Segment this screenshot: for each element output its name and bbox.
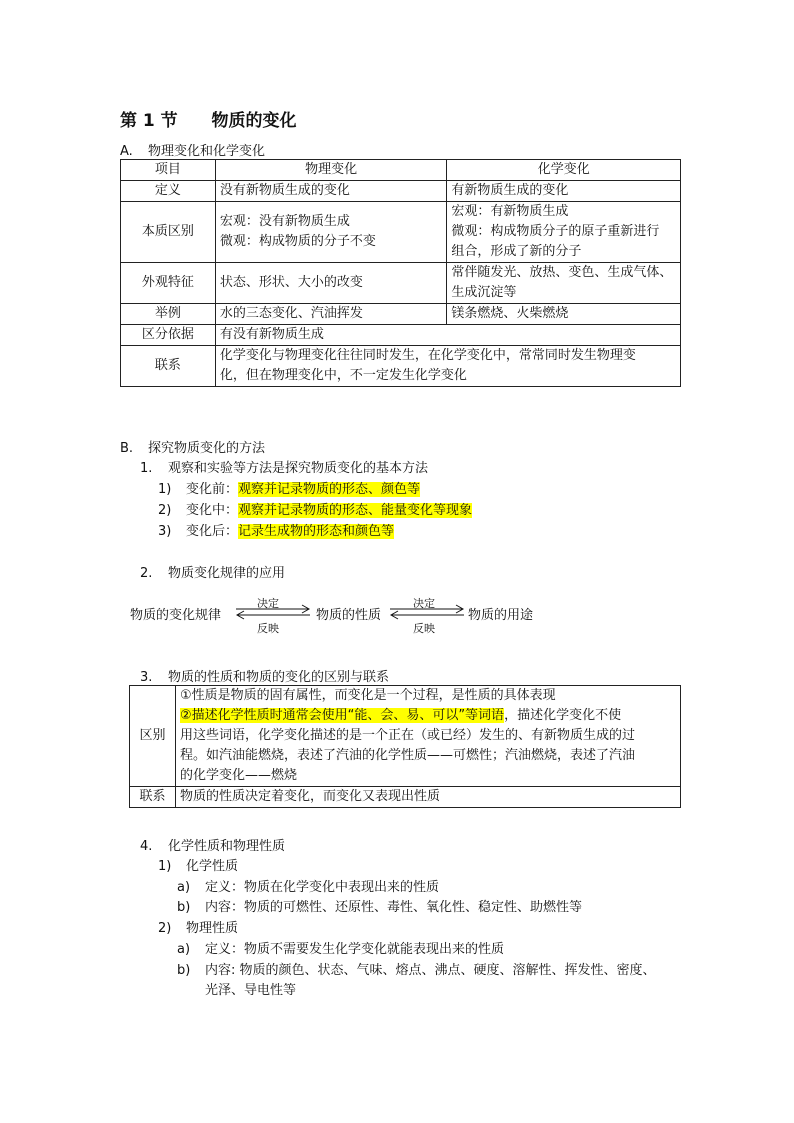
- diagram-node-properties: 物质的性质: [316, 608, 382, 623]
- arrow-label-reflects: 反映: [257, 622, 279, 635]
- point-text: 化学性质和物理性质: [168, 839, 286, 854]
- table-row: [121, 263, 681, 304]
- table-row: [121, 346, 681, 387]
- property-change-table: [129, 685, 681, 808]
- table-header: 项目: [121, 160, 216, 181]
- row-item: 联系: [121, 346, 216, 387]
- item-title: 物理性质: [186, 921, 239, 936]
- point-4: [140, 835, 285, 854]
- item-prefix: 变化中：: [186, 503, 239, 518]
- diagram-node-laws: 物质的变化规律: [130, 608, 222, 623]
- item-text: 定义：物质在化学变化中表现出来的性质: [205, 880, 440, 895]
- point-1: [140, 457, 428, 476]
- point-number: 3.: [140, 670, 153, 685]
- highlighted-text: 观察并记录物质的形态、颜色等: [238, 482, 421, 497]
- item-title: 化学性质: [186, 859, 239, 874]
- item-number: 3): [158, 524, 172, 539]
- cell-line: 微观：构成物质分子的原子重新进行: [451, 224, 660, 239]
- item-text: 内容：物质的可燃性、还原性、毒性、氧化性、稳定性、助燃性等: [205, 900, 583, 915]
- cell-line: 宏观：没有新物质生成: [219, 214, 350, 229]
- item-prefix: 变化后：: [186, 524, 239, 539]
- point-3: [140, 666, 389, 685]
- table-row: [121, 325, 681, 346]
- row-chemical: [447, 202, 681, 263]
- point-text: 观察和实验等方法是探究物质变化的基本方法: [168, 461, 429, 476]
- row-label: 联系: [130, 787, 176, 808]
- highlighted-text: 记录生成物的形态和颜色等: [238, 524, 395, 539]
- row-chemical: [447, 263, 681, 304]
- cell-text: ，描述化学变化不使: [504, 708, 622, 723]
- item-number: 2): [158, 503, 172, 518]
- point-text: 物质变化规律的应用: [168, 566, 286, 581]
- cell-line: 程。如汽油能燃烧，表述了汽油的化学性质——可燃性；汽油燃烧，表述了汽油: [179, 748, 635, 763]
- arrow-label-determines: 决定: [257, 597, 279, 610]
- table-row: [121, 181, 681, 202]
- double-arrow-icon: [234, 604, 312, 620]
- item-prefix: 变化前：: [186, 482, 239, 497]
- row-item: 本质区别: [121, 202, 216, 263]
- cell-line: 常伴随发光、放热、变色、生成气体、: [451, 265, 673, 280]
- table-row: [130, 787, 681, 808]
- item-number: b): [177, 963, 191, 978]
- cell-line: 化，但在物理变化中，不一定发生化学变化: [219, 368, 467, 383]
- item-number: a): [177, 942, 191, 957]
- item-text-continued: 光泽、导电性等: [205, 983, 297, 998]
- item-number: 1): [158, 482, 172, 497]
- diagram-node-uses: 物质的用途: [468, 608, 534, 623]
- comparison-table: [120, 159, 681, 387]
- item-number: a): [177, 880, 191, 895]
- cell-line: 生成沉淀等: [451, 285, 517, 300]
- section-b-heading: [120, 437, 265, 456]
- list-item: [158, 478, 420, 497]
- table-header-row: [121, 160, 681, 181]
- row-physical: 状态、形状、大小的改变: [215, 263, 447, 304]
- table-header: 物理变化: [215, 160, 447, 181]
- list-item: [177, 959, 656, 978]
- cell-line: 化学变化与物理变化往往同时发生，在化学变化中，常常同时发生物理变: [219, 348, 636, 363]
- item-number: 1): [158, 859, 172, 874]
- cell-line: 微观：构成物质的分子不变: [219, 234, 376, 249]
- list-item: [177, 896, 582, 915]
- double-arrow-icon: [388, 604, 466, 620]
- point-2: [140, 562, 285, 581]
- list-item: [158, 499, 472, 518]
- cell-line: ①性质是物质的固有属性，而变化是一个过程，是性质的具体表现: [179, 688, 556, 703]
- subpoint-chemical: [158, 855, 238, 874]
- row-merged: 有没有新物质生成: [215, 325, 680, 346]
- cell-line: 的化学变化——燃烧: [179, 768, 297, 783]
- section-a-heading: [120, 140, 265, 159]
- arrow-label-determines: 决定: [413, 597, 435, 610]
- section-b-label: B.: [120, 441, 134, 456]
- highlighted-text: 观察并记录物质的形态、能量变化等现象: [238, 503, 473, 518]
- item-text: 内容: 物质的颜色、状态、气味、熔点、沸点、硬度、溶解性、挥发性、密度、: [205, 963, 656, 978]
- point-number: 2.: [140, 566, 153, 581]
- row-item: 定义: [121, 181, 216, 202]
- row-physical: 没有新物质生成的变化: [215, 181, 447, 202]
- row-item: 外观特征: [121, 263, 216, 304]
- cell-line: 组合，形成了新的分子: [451, 244, 582, 259]
- section-a-title: 物理变化和化学变化: [148, 144, 266, 159]
- section-b-title: 探究物质变化的方法: [148, 441, 266, 456]
- highlighted-text: ②描述化学性质时通常会使用“能、会、易、可以”等词语: [179, 708, 505, 723]
- cell-line: 用这些词语，化学变化描述的是一个正在（或已经）发生的、有新物质生成的过: [179, 728, 635, 743]
- section-number: 第 1 节: [120, 111, 178, 131]
- point-text: 物质的性质和物质的变化的区别与联系: [168, 670, 390, 685]
- cell-line: [180, 706, 676, 726]
- row-chemical: 有新物质生成的变化: [447, 181, 681, 202]
- point-number: 4.: [140, 839, 153, 854]
- point-number: 1.: [140, 461, 153, 476]
- row-physical: [215, 202, 447, 263]
- row-merged: [215, 346, 680, 387]
- row-item: 区分依据: [121, 325, 216, 346]
- item-number: 2): [158, 921, 172, 936]
- list-item: [158, 520, 394, 539]
- page-title: [120, 106, 297, 131]
- item-number: b): [177, 900, 191, 915]
- table-row: [130, 686, 681, 787]
- table-row: [121, 202, 681, 263]
- row-content: [175, 686, 680, 787]
- table-row: [121, 304, 681, 325]
- row-chemical: 镁条燃烧、火柴燃烧: [447, 304, 681, 325]
- list-item: [177, 938, 504, 957]
- row-item: 举例: [121, 304, 216, 325]
- row-label: 区别: [130, 686, 176, 787]
- section-a-label: A.: [120, 144, 133, 159]
- item-text: 定义：物质不需要发生化学变化就能表现出来的性质: [205, 942, 505, 957]
- arrow-label-reflects: 反映: [413, 622, 435, 635]
- subpoint-physical: [158, 917, 238, 936]
- list-item: [177, 876, 439, 895]
- row-physical: 水的三态变化、汽油挥发: [215, 304, 447, 325]
- section-title: 物质的变化: [211, 111, 297, 131]
- row-content: 物质的性质决定着变化，而变化又表现出性质: [175, 787, 680, 808]
- cell-line: 宏观：有新物质生成: [451, 204, 569, 219]
- table-header: 化学变化: [447, 160, 681, 181]
